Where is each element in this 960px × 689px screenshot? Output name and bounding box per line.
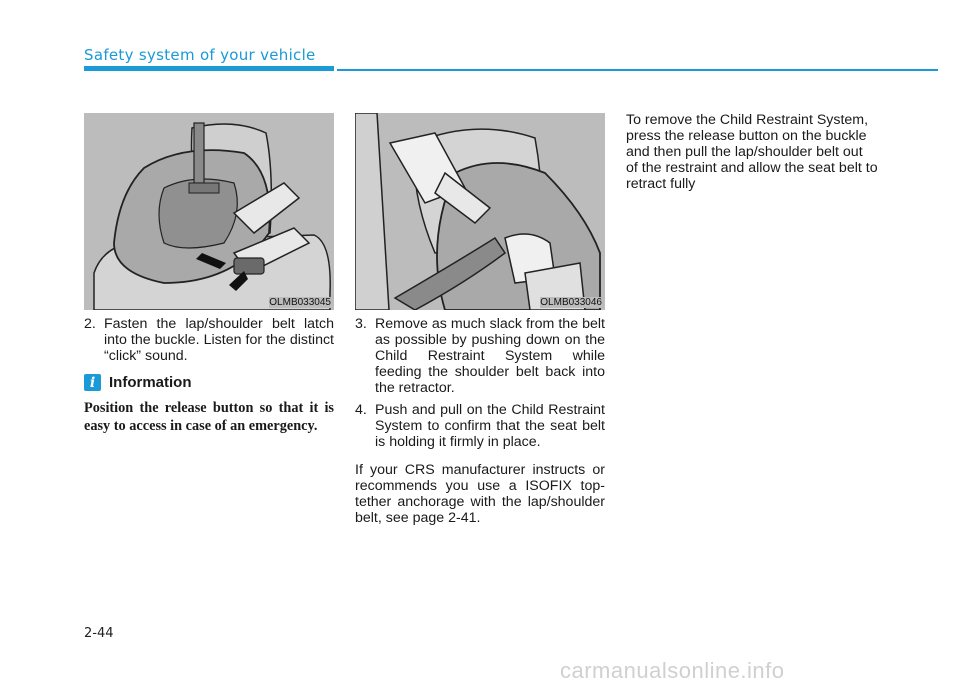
step-text: Remove as much slack from the belt as possible by pushing down on the Child Restraint System while feeding the shoulder belt back into the retractor. [375, 316, 605, 396]
figure-code: OLMB033046 [540, 297, 602, 308]
figure-remove-slack [355, 113, 605, 310]
info-icon: i [84, 374, 101, 391]
step-3 [355, 316, 605, 396]
info-text: Position the release button so that it is easy to access in case of an emergency. [84, 400, 334, 434]
step-4 [355, 402, 605, 450]
figure-code: OLMB033045 [269, 297, 331, 308]
isofix-paragraph: If your CRS manufacturer instructs or recommends you use a ISOFIX top-tether anchorage with the lap/shoulder belt, see page 2-41. [355, 462, 605, 526]
step-text: Push and pull on the Child Restraint System to confirm that the seat belt is holding it firmly in place. [375, 402, 605, 450]
column-1 [84, 316, 334, 435]
step-number: 4. [355, 402, 367, 418]
info-title: Information [109, 373, 192, 391]
column-2 [355, 316, 605, 538]
header-accent-bar [84, 66, 334, 71]
step-number: 2. [84, 316, 96, 332]
page-number: 2-44 [84, 626, 114, 641]
remove-slack-illustration [355, 113, 605, 310]
step-2 [84, 316, 334, 364]
information-heading [84, 374, 334, 391]
removal-paragraph: To remove the Child Restraint System, press the release button on the buckle and then pull the lap/shoulder belt out of the restraint and allow the seat belt to retract fully [626, 112, 878, 192]
child-seat-buckle-illustration [84, 113, 334, 310]
figure-fasten-buckle [84, 113, 334, 310]
header-rule [337, 69, 938, 71]
step-text: Fasten the lap/shoulder belt latch into the buckle. Listen for the distinct “click” sound. [104, 316, 334, 364]
watermark: carmanualsonline.info [560, 658, 785, 683]
column-3 [626, 112, 878, 204]
step-number: 3. [355, 316, 367, 332]
section-title: Safety system of your vehicle [84, 46, 316, 64]
